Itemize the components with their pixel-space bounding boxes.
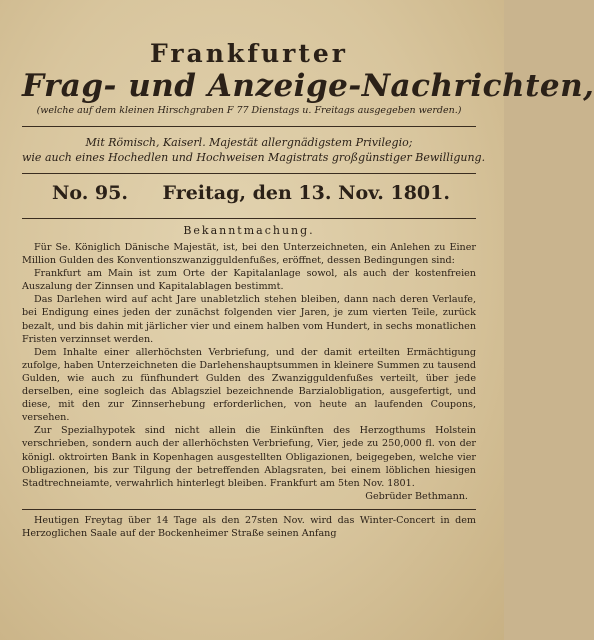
- footer-divider: [22, 509, 476, 510]
- announcement-paragraph: Zur Spezialhypotek sind nicht allein die Einkünften des Herzogthums Holstein verschrieben, sondern auch der allerhöchsten Verbriefung, Vier, jede zu 250,000 fl. von der königl. oktroirten Bank in Kopenhagen ausgestellten Obligazionen, beigegeben, welche vier Obligazionen, bis zur Tilgung der betreffenden Ablagsraten, bei einem löblichen hiesigen Stadtrechneiamte, verwahrlich hinterlegt bleiben. Frankfurt am 5ten Nov. 1801.: [22, 425, 476, 489]
- announcement-signature: Gebrüder Bethmann.: [365, 490, 468, 502]
- masthead-title-line2: Frag- und Anzeige-Nachrichten,: [22, 68, 594, 104]
- footer-paragraph: Heutigen Freytag über 14 Tage als den 27sten Nov. wird das Winter-Concert in dem Herzoglichen Saale auf der Bockenheimer Straße seinen Anfang: [22, 514, 476, 539]
- announcement-paragraph: Dem Inhalte einer allerhöchsten Verbriefung, und der damit erteilten Ermächtigung zufolge, haben Unterzeichneten die Darlehenshauptsummen in kleinere Summen zu tausend Gulden, wie auch zu fünfhundert Gulden des Zwanzigguldenfußes verteilt, über jede derselben, eine sogleich das Ablagsziel bezeichnende Barzialobligation, ausgefertigt, und diese, mit den zur Zinnserhebung erforderlichen, von heute an laufenden Coupons, versehen.: [22, 346, 476, 424]
- footer-notice: [22, 514, 476, 540]
- section-heading: Bekanntmachung.: [183, 224, 315, 237]
- announcement-body: [22, 239, 476, 490]
- issue-divider: [22, 218, 476, 219]
- masthead-title-line1: Frankfurter: [150, 39, 348, 68]
- issue-line: [22, 174, 476, 210]
- privilege-notice: [22, 127, 486, 165]
- announcement-paragraph: Das Darlehen wird auf acht Jare unabletzlich stehen bleiben, dann nach deren Verlaufe, bei Endigung eines jeden der zunächst folgenden vier Jaren, je zum vierten Teile, zurück bezalt, und bis dahin mit järlicher vier und einem halben vom Hundert, in sechs monatlichen Fristen verzinnset werden.: [22, 294, 476, 345]
- issue-number: No. 95.: [52, 182, 128, 204]
- masthead-subtitle: (welche auf dem kleinen Hirschgraben F 77 Dienstags u. Freitags ausgegeben werden.): [36, 105, 462, 116]
- issue-date: Freitag, den 13. Nov. 1801.: [162, 182, 450, 204]
- announcement-paragraph: Für Se. Königlich Dänische Majestät, ist, bei den Unterzeichneten, ein Anlehen zu Einer Million Gulden des Konventionszwanzigguldenfußes, eröffnet, dessen Bedingungen sind:: [22, 242, 476, 267]
- privilege-line1: Mit Römisch, Kaiserl. Majestät allergnädigstem Privilegio;: [85, 136, 413, 149]
- privilege-line2: wie auch eines Hochedlen und Hochweisen Magistrats großgünstiger Bewilligung.: [22, 151, 486, 164]
- announcement-paragraph: Frankfurt am Main ist zum Orte der Kapitalanlage sowol, als auch der kostenfreien Auszalung der Zinnsen und Kapitalablagen bestimmt.: [22, 268, 476, 293]
